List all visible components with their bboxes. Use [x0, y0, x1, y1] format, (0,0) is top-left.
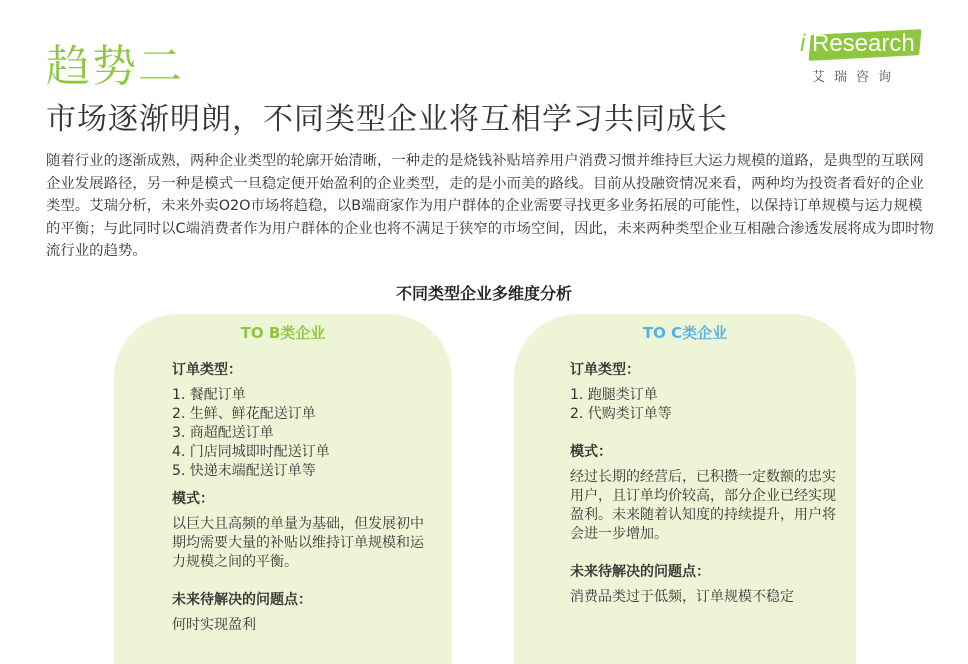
list-item: 5. 快递末端配送订单等	[172, 463, 316, 479]
to-b-mode-label: 模式：	[172, 491, 214, 507]
list-item: 2. 代购类订单等	[570, 406, 672, 422]
list-item: 2. 生鲜、鲜花配送订单	[172, 406, 316, 422]
iresearch-logo	[800, 26, 930, 90]
to-c-card-title: TO C类企业	[642, 324, 728, 342]
list-item: 1. 餐配订单	[172, 387, 246, 403]
to-b-issue-text: 何时实现盈利	[172, 617, 256, 633]
list-item: 3. 商超配送订单	[172, 425, 274, 441]
logo-i-letter: i	[800, 30, 806, 57]
to-c-issue-label: 未来待解决的问题点：	[570, 564, 710, 580]
to-c-issue-text: 消费品类过于低频，订单规模不稳定	[570, 589, 794, 605]
to-b-card	[114, 314, 452, 664]
to-c-order-type-label: 订单类型：	[570, 362, 640, 378]
page-subtitle: 市场逐渐明朗，不同类型企业将互相学习共同成长	[46, 102, 728, 137]
to-b-card-title: TO B类企业	[240, 324, 326, 342]
to-b-order-type-label: 订单类型：	[172, 362, 242, 378]
page-title: 趋势二	[46, 41, 184, 92]
list-item: 1. 跑腿类订单	[570, 387, 658, 403]
to-c-mode-text: 经过长期的经营后，已积攒一定数额的忠实用户，且订单均价较高，部分企业已经实现盈利。未来随着认知度的持续提升，用户将会进一步增加。	[570, 469, 836, 542]
to-b-issue-label: 未来待解决的问题点：	[172, 592, 312, 608]
to-c-card	[514, 314, 856, 664]
logo-wordmark: Research	[812, 30, 915, 57]
to-b-mode-text: 以巨大且高频的单量为基础，但发展初中期均需要大量的补贴以维持订单规模和运力规模之间的平衡。	[172, 516, 424, 570]
to-c-card-body	[570, 360, 838, 607]
to-b-card-body	[172, 360, 432, 635]
to-c-mode-label: 模式：	[570, 444, 612, 460]
section-title: 不同类型企业多维度分析	[395, 284, 572, 303]
logo-chinese-name: 艾瑞咨询	[812, 70, 901, 85]
intro-paragraph: 随着行业的逐渐成熟，两种企业类型的轮廓开始清晰，一种走的是烧钱补贴培养用户消费习惯并维持巨大运力规模的道路，是典型的互联网企业发展路径，另一种是模式一旦稳定便开始盈利的企业类型，走的是小而美的路线。目前从投融资情况来看，两种均为投资者看好的企业类型。艾瑞分析，未来外卖O2O市场将趋稳，以B端商家作为用户群体的企业需要寻找更多业务拓展的可能性，以保持订单规模与运力规模的平衡；与此同时以C端消费者作为用户群体的企业也将不满足于狭窄的市场空间，因此，未来两种类型企业互相融合渗透发展将成为即时物流行业的趋势。	[46, 153, 934, 260]
list-item: 4. 门店同城即时配送订单	[172, 444, 330, 460]
